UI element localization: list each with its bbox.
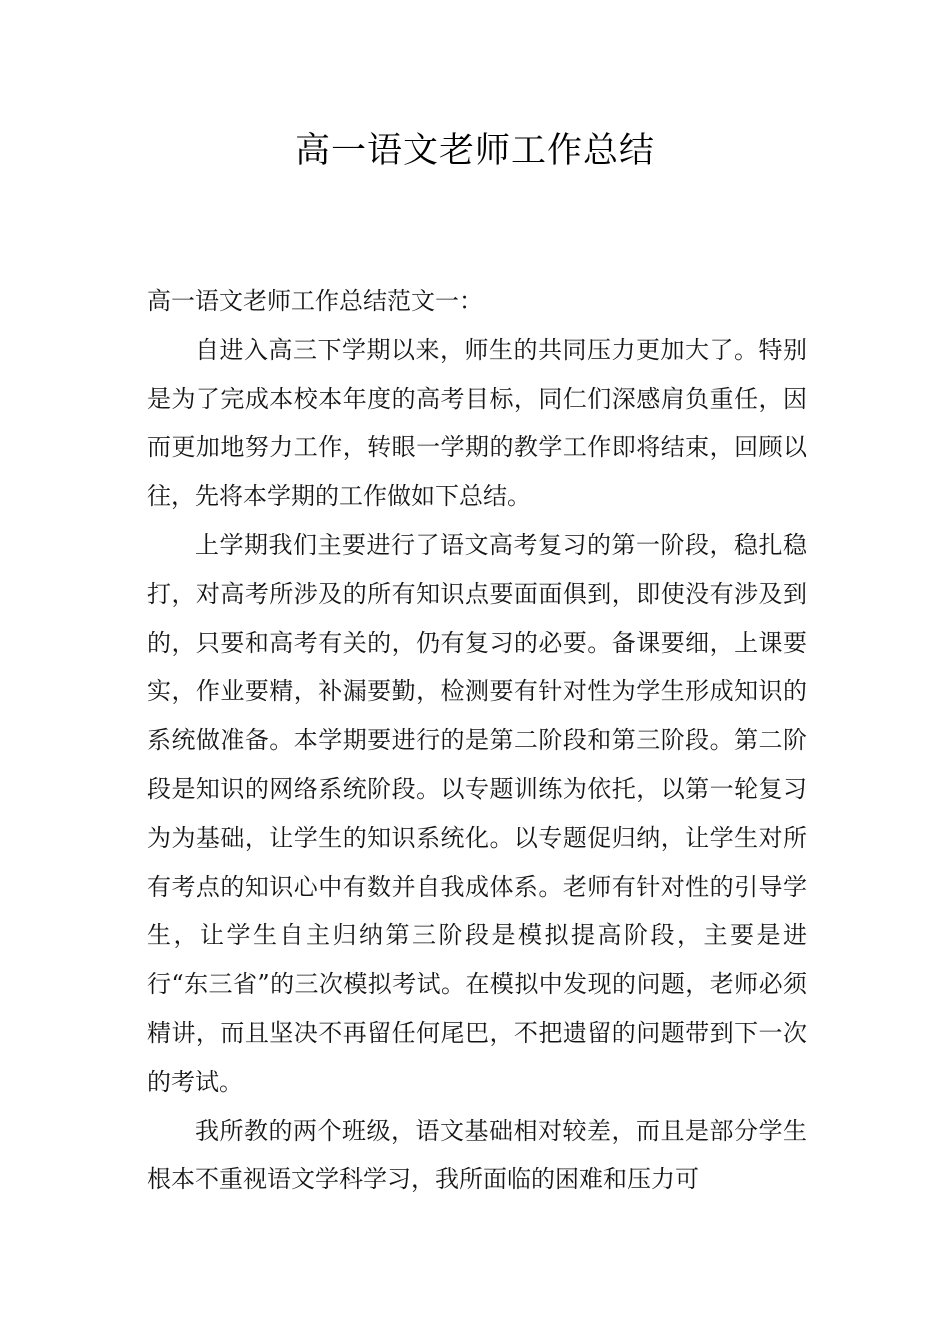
- paragraph: 我所教的两个班级，语文基础相对较差，而且是部分学生根本不重视语文学科学习，我所面临的困难和压力可: [147, 1116, 807, 1194]
- paragraph: 上学期我们主要进行了语文高考复习的第一阶段，稳扎稳打，对高考所涉及的所有知识点要面面俱到，即使没有涉及到的，只要和高考有关的，仍有复习的必要。备课要细，上课要实，作业要精，补漏要勤，检测要有针对性为学生形成知识的系统做准备。本学期要进行的是第二阶段和第三阶段。第二阶段是知识的网络系统阶段。以专题训练为依托，以第一轮复习为为基础，让学生的知识系统化。以专题促归纳，让学生对所有考点的知识心中有数并自我成体系。老师有针对性的引导学生，让学生自主归纳第三阶段是模拟提高阶段，主要是进行“东三省”的三次模拟考试。在模拟中发现的问题，老师必须精讲，而且坚决不再留任何尾巴，不把遗留的问题带到下一次的考试。: [147, 530, 807, 1096]
- document-body: [147, 277, 807, 1204]
- document-title: 高一语文老师工作总结: [294, 131, 655, 171]
- paragraph: 自进入高三下学期以来，师生的共同压力更加大了。特别是为了完成本校本年度的高考目标，同仁们深感肩负重任，因而更加地努力工作，转眼一学期的教学工作即将结束，回顾以往，先将本学期的工作做如下总结。: [147, 335, 807, 511]
- intro-line: 高一语文老师工作总结范文一：: [147, 287, 483, 315]
